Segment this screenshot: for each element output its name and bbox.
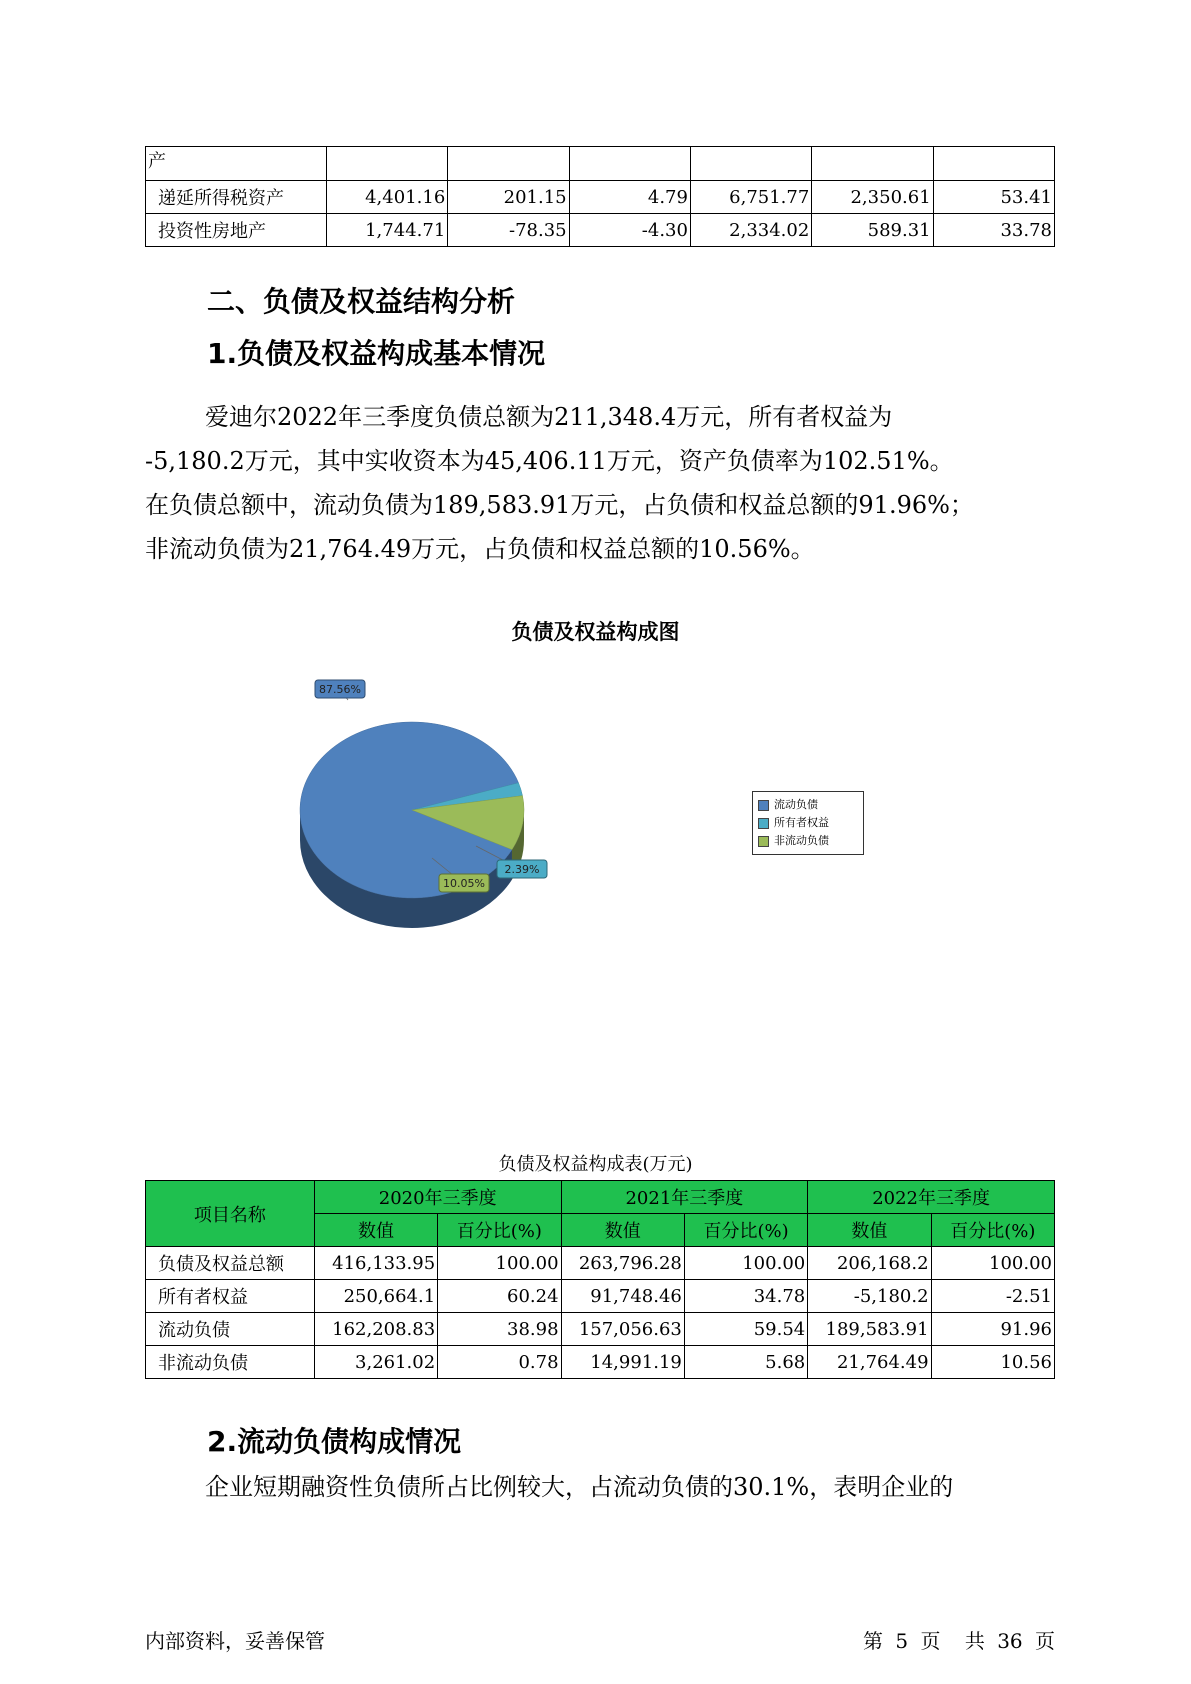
cell xyxy=(569,147,690,181)
footer-page-number xyxy=(857,1625,1055,1654)
legend-swatch xyxy=(758,836,769,847)
row-name: 流动负债 xyxy=(146,1313,315,1346)
cell: 250,664.1 xyxy=(314,1280,437,1313)
column-header-percent: 百分比(%) xyxy=(931,1214,1054,1247)
paragraph-line: 爱迪尔2022年三季度负债总额为211,348.4万元，所有者权益为 xyxy=(205,403,893,431)
cell: -5,180.2 xyxy=(808,1280,931,1313)
column-header-percent: 百分比(%) xyxy=(684,1214,807,1247)
cell: 91,748.46 xyxy=(561,1280,684,1313)
table-row xyxy=(146,1346,1055,1379)
table-row xyxy=(146,1313,1055,1346)
legend-label: 所有者权益 xyxy=(774,816,829,829)
cell: 53.41 xyxy=(933,181,1054,214)
chart-title: 负债及权益构成图 xyxy=(511,620,680,644)
cell: 38.98 xyxy=(438,1313,561,1346)
table-header-row xyxy=(146,1181,1055,1214)
paragraph-line: 企业短期融资性负债所占比例较大，占流动负债的30.1%，表明企业的 xyxy=(205,1473,954,1501)
cell xyxy=(448,147,569,181)
cell: 59.54 xyxy=(684,1313,807,1346)
total-label: 共 xyxy=(964,1629,985,1653)
cell: 14,991.19 xyxy=(561,1346,684,1379)
cell xyxy=(690,147,811,181)
footer-confidential-note: 内部资料，妥善保管 xyxy=(145,1629,325,1653)
column-header-value: 数值 xyxy=(314,1214,437,1247)
row-name: 投资性房地产 xyxy=(146,214,327,247)
total-num: 36 xyxy=(997,1629,1023,1653)
cell: 10.56 xyxy=(931,1346,1054,1379)
cell: 100.00 xyxy=(438,1247,561,1280)
cell: 33.78 xyxy=(933,214,1054,247)
data-label: 87.56% xyxy=(319,683,361,696)
pie-chart xyxy=(290,670,570,930)
column-header-value: 数值 xyxy=(808,1214,931,1247)
column-header-year: 2020年三季度 xyxy=(314,1181,561,1214)
cell: 2,350.61 xyxy=(812,181,933,214)
row-name: 递延所得税资产 xyxy=(146,181,327,214)
cell: 60.24 xyxy=(438,1280,561,1313)
data-label: 10.05% xyxy=(443,877,485,890)
legend-label: 非流动负债 xyxy=(774,834,829,847)
row-name: 负债及权益总额 xyxy=(146,1247,315,1280)
page-num: 5 xyxy=(895,1629,909,1653)
legend-swatch xyxy=(758,800,769,811)
table-row xyxy=(146,214,1055,247)
cell xyxy=(933,147,1054,181)
legend-swatch xyxy=(758,818,769,829)
cell xyxy=(812,147,933,181)
section-heading: 二、负债及权益结构分析 xyxy=(207,285,516,318)
row-name: 所有者权益 xyxy=(146,1280,315,1313)
cell: 4.79 xyxy=(569,181,690,214)
column-header-percent: 百分比(%) xyxy=(438,1214,561,1247)
column-header-year: 2021年三季度 xyxy=(561,1181,808,1214)
cell: 206,168.2 xyxy=(808,1247,931,1280)
table-row xyxy=(146,1280,1055,1313)
cell: 100.00 xyxy=(931,1247,1054,1280)
subheading-composition: 1.负债及权益构成基本情况 xyxy=(207,337,546,370)
cell: 0.78 xyxy=(438,1346,561,1379)
column-header-year: 2022年三季度 xyxy=(808,1181,1055,1214)
cell: 6,751.77 xyxy=(690,181,811,214)
liability-equity-table xyxy=(145,1180,1055,1379)
cell: 2,334.02 xyxy=(690,214,811,247)
cell: -78.35 xyxy=(448,214,569,247)
subheading-current-liabilities: 2.流动负债构成情况 xyxy=(207,1425,462,1458)
page-label: 第 xyxy=(863,1629,884,1653)
cell: 263,796.28 xyxy=(561,1247,684,1280)
total-unit: 页 xyxy=(1035,1629,1055,1653)
cell xyxy=(326,147,447,181)
legend-item-current-liabilities xyxy=(758,796,858,814)
cell: -2.51 xyxy=(931,1280,1054,1313)
cell: 1,744.71 xyxy=(326,214,447,247)
paragraph-line: 在负债总额中，流动负债为189,583.91万元，占负债和权益总额的91.96%； xyxy=(145,491,974,519)
cell: 589.31 xyxy=(812,214,933,247)
cell: 5.68 xyxy=(684,1346,807,1379)
table-row xyxy=(146,181,1055,214)
column-header-item: 项目名称 xyxy=(146,1181,315,1247)
cell: 201.15 xyxy=(448,181,569,214)
row-name: 非流动负债 xyxy=(146,1346,315,1379)
cell: 100.00 xyxy=(684,1247,807,1280)
data-label: 2.39% xyxy=(504,863,540,876)
table-row xyxy=(146,1247,1055,1280)
cell: 91.96 xyxy=(931,1313,1054,1346)
cell: 34.78 xyxy=(684,1280,807,1313)
legend-label: 流动负债 xyxy=(774,798,818,811)
paragraph-line: 非流动负债为21,764.49万元，占负债和权益总额的10.56%。 xyxy=(145,535,815,563)
table-caption: 负债及权益构成表(万元) xyxy=(498,1154,693,1175)
cell: 416,133.95 xyxy=(314,1247,437,1280)
cell: 3,261.02 xyxy=(314,1346,437,1379)
cell: 21,764.49 xyxy=(808,1346,931,1379)
cell: 157,056.63 xyxy=(561,1313,684,1346)
cell: -4.30 xyxy=(569,214,690,247)
page-unit: 页 xyxy=(920,1629,941,1653)
table-row xyxy=(146,147,1055,181)
paragraph-line: -5,180.2万元，其中实收资本为45,406.11万元，资产负债率为102.51%。 xyxy=(145,447,954,475)
legend-item-owners-equity xyxy=(758,814,858,832)
legend-item-noncurrent-liabilities xyxy=(758,832,858,850)
cell: 189,583.91 xyxy=(808,1313,931,1346)
column-header-value: 数值 xyxy=(561,1214,684,1247)
chart-legend xyxy=(752,791,864,855)
paragraph-summary xyxy=(145,395,1055,571)
row-name: 产 xyxy=(146,147,327,181)
cell: 162,208.83 xyxy=(314,1313,437,1346)
cell: 4,401.16 xyxy=(326,181,447,214)
asset-change-table xyxy=(145,146,1055,247)
paragraph-current-liabilities xyxy=(145,1465,1055,1509)
